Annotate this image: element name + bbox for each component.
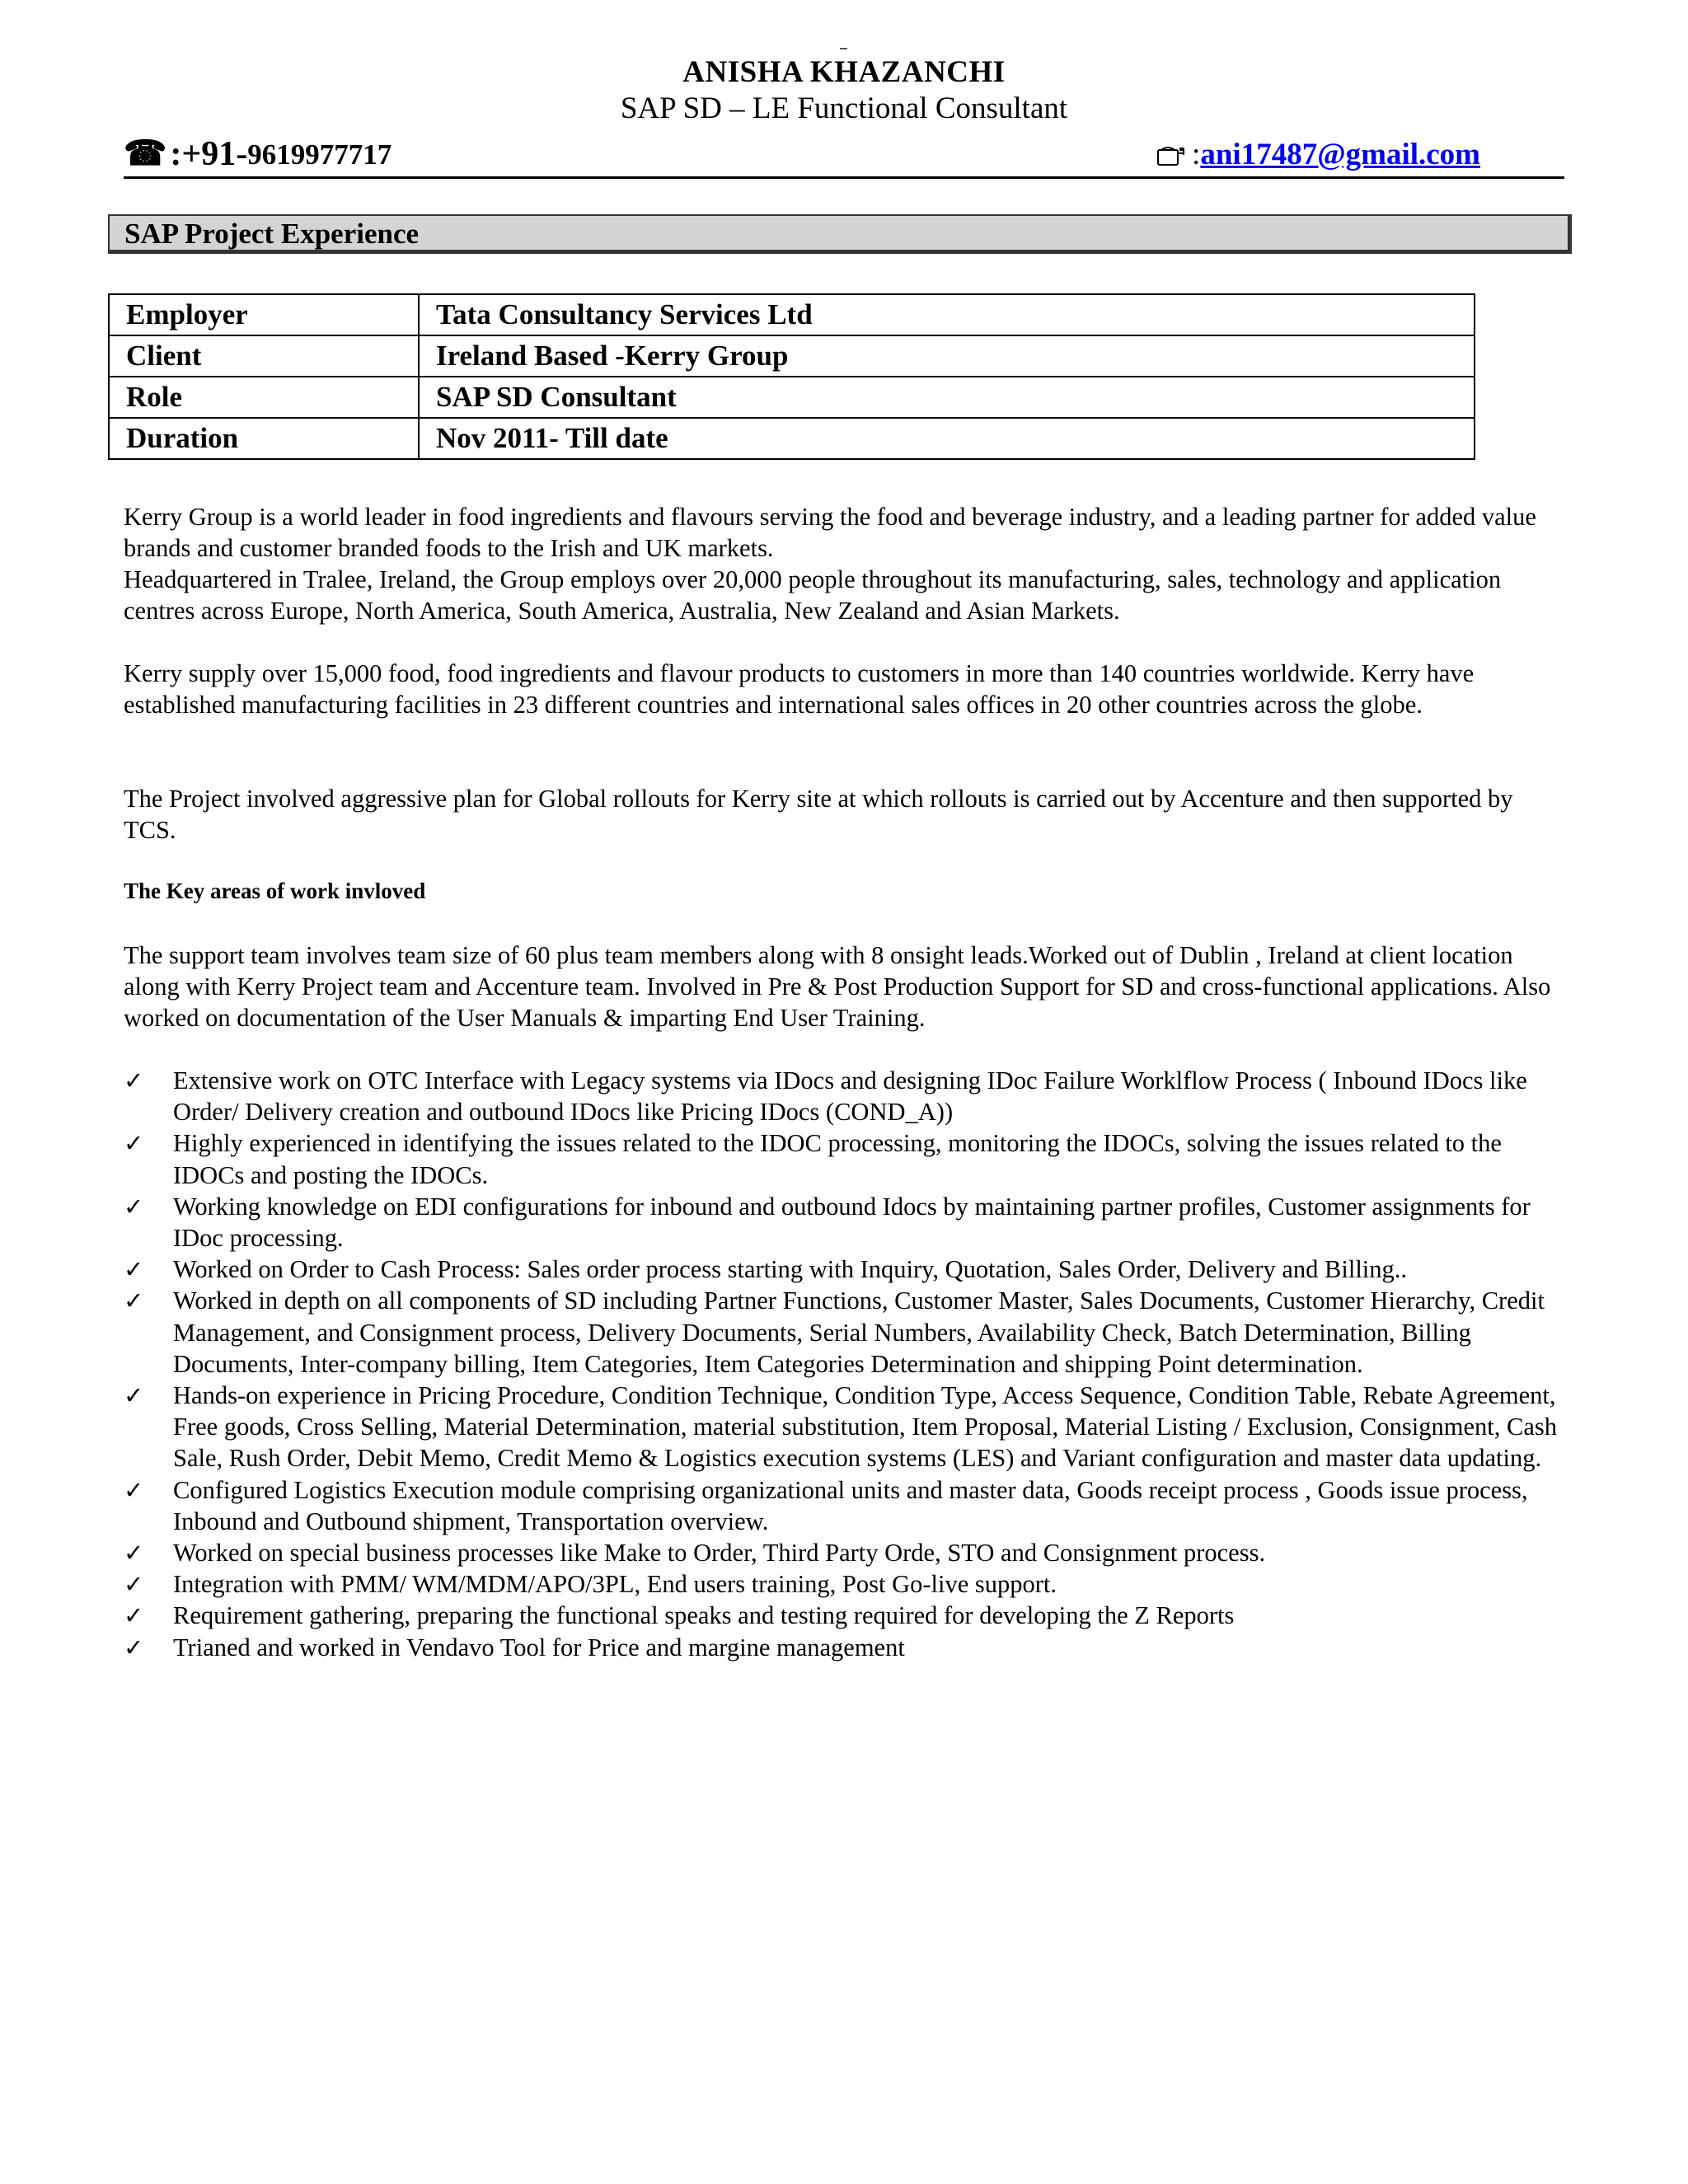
role-value: SAP SD Consultant <box>419 377 1475 418</box>
section-header <box>108 214 1572 254</box>
checkmark-icon: ✓ <box>124 1539 144 1568</box>
checkmark-icon: ✓ <box>124 1601 144 1630</box>
responsibilities-list <box>124 1065 1564 1663</box>
paragraph: The support team involves team size of 60 plus team members along with 8 onsight leads.Worked out of Dublin , Ireland at client location along with Kerry Project team and Accenture team. Involved in Pre & Post Production Support for SD and cross-functional applications. Also worked on documentation of the User Manuals & imparting End User Training. <box>124 941 1551 1032</box>
client-value: Ireland Based -Kerry Group <box>419 335 1475 377</box>
employer-label: Employer <box>109 294 419 335</box>
list-item <box>124 1285 1564 1380</box>
paragraph: The Project involved aggressive plan for Global rollouts for Kerry site at which rollouts is carried out by Accenture and then supported by TCS. <box>124 785 1513 844</box>
email-prefix: : <box>1192 138 1201 171</box>
mailbox-icon <box>1157 145 1185 166</box>
list-item-text: Worked on Order to Cash Process: Sales order process starting with Inquiry, Quotation, Sales Order, Delivery and Billing.. <box>173 1255 1408 1284</box>
candidate-title: SAP SD – LE Functional Consultant <box>620 91 1068 125</box>
list-item-text: Requirement gathering, preparing the functional speaks and testing required for developing the Z Reports <box>173 1601 1235 1630</box>
list-item-text: Configured Logistics Execution module comprising organizational units and master data, Goods receipt process , Goods issue process, Inbound and Outbound shipment, Transportation overview. <box>173 1475 1528 1535</box>
email-link[interactable]: ani17487@gmail.com <box>1200 138 1480 171</box>
team-summary <box>124 940 1566 1033</box>
list-item <box>124 1600 1564 1631</box>
list-item <box>124 1474 1564 1537</box>
table-row <box>109 335 1475 377</box>
table-row <box>109 377 1475 418</box>
checkmark-icon: ✓ <box>124 1129 144 1158</box>
list-item <box>124 1537 1564 1568</box>
list-item-text: Extensive work on OTC Interface with Legacy systems via IDocs and designing IDoc Failure Worklflow Process ( Inbound IDocs like Order/ Delivery creation and outbound IDocs like Pricing IDocs (COND_A)) <box>173 1066 1527 1127</box>
checkmark-icon: ✓ <box>124 1066 144 1094</box>
list-item-text: Worked on special business processes like Make to Order, Third Party Orde, STO and Consignment process. <box>173 1539 1266 1568</box>
checkmark-icon: ✓ <box>124 1192 144 1221</box>
list-item <box>124 1065 1564 1127</box>
role-label: Role <box>109 377 419 418</box>
list-item <box>124 1632 1564 1663</box>
header-divider <box>124 176 1564 179</box>
table-row <box>109 294 1475 335</box>
list-item <box>124 1380 1564 1474</box>
paragraph: Kerry supply over 15,000 food, food ingredients and flavour products to customers in more than 140 countries worldwide. Kerry have established manufacturing facilities in 23 different countries and international sales offices in 20 other countries across the globe. <box>124 659 1475 719</box>
telephone-icon: ☎ <box>124 135 167 173</box>
email-line <box>1157 135 1480 173</box>
header-mark <box>840 48 847 49</box>
company-description <box>124 501 1566 626</box>
company-reach <box>124 658 1566 720</box>
checkmark-icon: ✓ <box>124 1633 144 1661</box>
checkmark-icon: ✓ <box>124 1286 144 1315</box>
phone-number: 9619977717 <box>247 138 392 171</box>
checkmark-icon: ✓ <box>124 1255 144 1284</box>
paragraph: Kerry Group is a world leader in food ingredients and flavours serving the food and beverage industry, and a leading partner for added value brands and customer branded foods to the Irish and UK markets. <box>124 503 1536 562</box>
client-label: Client <box>109 335 419 377</box>
list-item <box>124 1254 1564 1285</box>
phone-prefix: :+91- <box>170 135 248 173</box>
table-row <box>109 418 1475 459</box>
key-areas-heading: The Key areas of work invloved <box>124 879 426 903</box>
checkmark-icon: ✓ <box>124 1381 144 1410</box>
checkmark-icon: ✓ <box>124 1475 144 1504</box>
list-item-text: Integration with PMM/ WM/MDM/APO/3PL, End users training, Post Go-live support. <box>173 1570 1057 1599</box>
project-summary <box>124 783 1566 846</box>
duration-label: Duration <box>109 418 419 459</box>
list-item-text: Working knowledge on EDI configurations for inbound and outbound Idocs by maintaining partner profiles, Customer assignments for IDoc processing. <box>173 1192 1531 1253</box>
employer-value: Tata Consultancy Services Ltd <box>419 294 1475 335</box>
list-item <box>124 1568 1564 1600</box>
section-title: SAP Project Experience <box>124 218 420 250</box>
list-item <box>124 1191 1564 1254</box>
candidate-name: ANISHA KHAZANCHI <box>682 55 1006 89</box>
list-item <box>124 1127 1564 1190</box>
phone-line <box>124 132 392 173</box>
checkmark-icon: ✓ <box>124 1570 144 1599</box>
duration-value: Nov 2011- Till date <box>419 418 1475 459</box>
list-item-text: Trianed and worked in Vendavo Tool for Price and margine management <box>173 1633 905 1661</box>
list-item-text: Highly experienced in identifying the issues related to the IDOC processing, monitoring the IDOCs, solving the issues related to the IDOCs and posting the IDOCs. <box>173 1129 1502 1189</box>
list-item-text: Worked in depth on all components of SD including Partner Functions, Customer Master, Sales Documents, Customer Hierarchy, Credit Management, and Consignment process, Delivery Documents, Serial Numbers, Availability Check, Batch Determination, Billing Documents, Inter-company billing, Item Categories, Item Categories Determination and shipping Point determination. <box>173 1286 1545 1378</box>
project-info-table <box>108 293 1475 460</box>
paragraph: Headquartered in Tralee, Ireland, the Group employs over 20,000 people throughout its manufacturing, sales, technology and application centres across Europe, North America, South America, Australia, New Zealand and Asian Markets. <box>124 565 1502 625</box>
list-item-text: Hands-on experience in Pricing Procedure, Condition Technique, Condition Type, Access Sequence, Condition Table, Rebate Agreement, Free goods, Cross Selling, Material Determination, material substitution, Item Proposal, Material Listing / Exclusion, Consignment, Cash Sale, Rush Order, Debit Memo, Credit Memo & Logistics execution systems (LES) and Variant configuration and master data updating. <box>173 1381 1557 1473</box>
